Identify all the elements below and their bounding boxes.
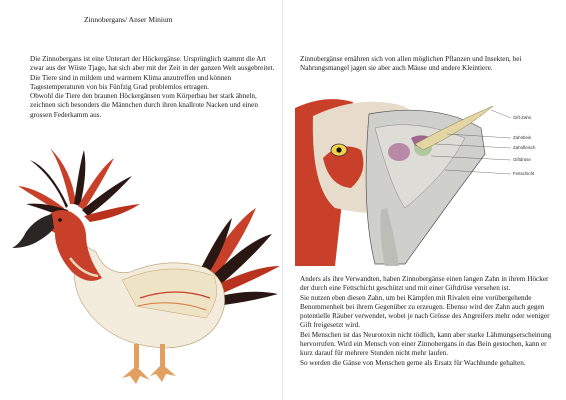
label-fettschicht: Fettschicht: [513, 171, 535, 176]
tooth-paragraph: Bei Menschen ist das Neurotoxin nicht tödlich, kann aber starke Lähmungserscheinung hervorrufen. Wird ein Mensch von einer Zinnobergans in das Bein gestochen, kann er kurz darauf für mehrere Stunden nicht mehr laufen.: [300, 330, 552, 358]
goose-illustration: [10, 148, 282, 394]
description-paragraph: Die Tiere sind in mildem und warmem Klima anzutreffen und können Tagestemperaturen von bis Fünfzig Grad problemlos ertragen.: [30, 73, 232, 91]
description-paragraph: Obwohl die Tiere den braunen Höckergänsen vom Körperbau her stark ähneln, zeichnen sich besonders die Männchen durch ihren knallrote Nacken und einen grossen Federkamm aus.: [30, 92, 258, 119]
label-gift-zahn: Gift-Zahn: [513, 115, 532, 120]
page-title: Zinnobergans/ Anser Minium: [84, 15, 173, 24]
tooth-paragraph: So werden die Gänse von Menschen gerne als Ersatz für Wachhunde gehalten.: [300, 358, 526, 367]
description-text: [30, 55, 276, 120]
description-paragraph: Die Zinnobergans ist eine Unterart der Höckergänse. Ursprünglich stammt die Art zwar aus der Wüste Tjago, hat sich aber mit der Zeit in der ganzen Welt ausgebreitet.: [30, 55, 275, 73]
goose-legs: [122, 344, 176, 384]
tooth-description: [300, 275, 556, 368]
tooth-paragraph: Anders als ihre Verwandten, haben Zinnobergänse einen langen Zahn in ihrem Höcker der durch eine Fettschicht geschützt und mit einer Giftdrüse versehen ist.: [300, 275, 549, 293]
crest-feathers: [18, 148, 140, 222]
label-giftdruese: Giftdrüse: [513, 157, 531, 162]
label-zahnbein: Zahnbein: [513, 135, 532, 140]
right-page: [283, 0, 566, 400]
diet-text: Zinnobergänse ernähren sich von allen möglichen Pflanzen und Insekten, bei Nahrungsmangel jagen sie aber auch Mäuse und andere Kleintiere.: [300, 55, 522, 73]
tooth-paragraph: Sie nutzen eben diesen Zahn, um bei Kämpfen mit Rivalen eine vorübergehende Benommenheit bei ihrem Gegenüber zu erzeugen. Ebenso wird der Zahn auch gegen potentielle Räuber verwendet, wobei je nach Grösse des Angreifers mehr oder weniger Gift freigesetzt wird.: [300, 293, 550, 330]
goose-beak: [12, 214, 54, 248]
label-zahnfleisch: Zahnfleisch: [513, 145, 536, 150]
head-anatomy-diagram: [295, 88, 549, 266]
gland-region: [388, 143, 410, 161]
